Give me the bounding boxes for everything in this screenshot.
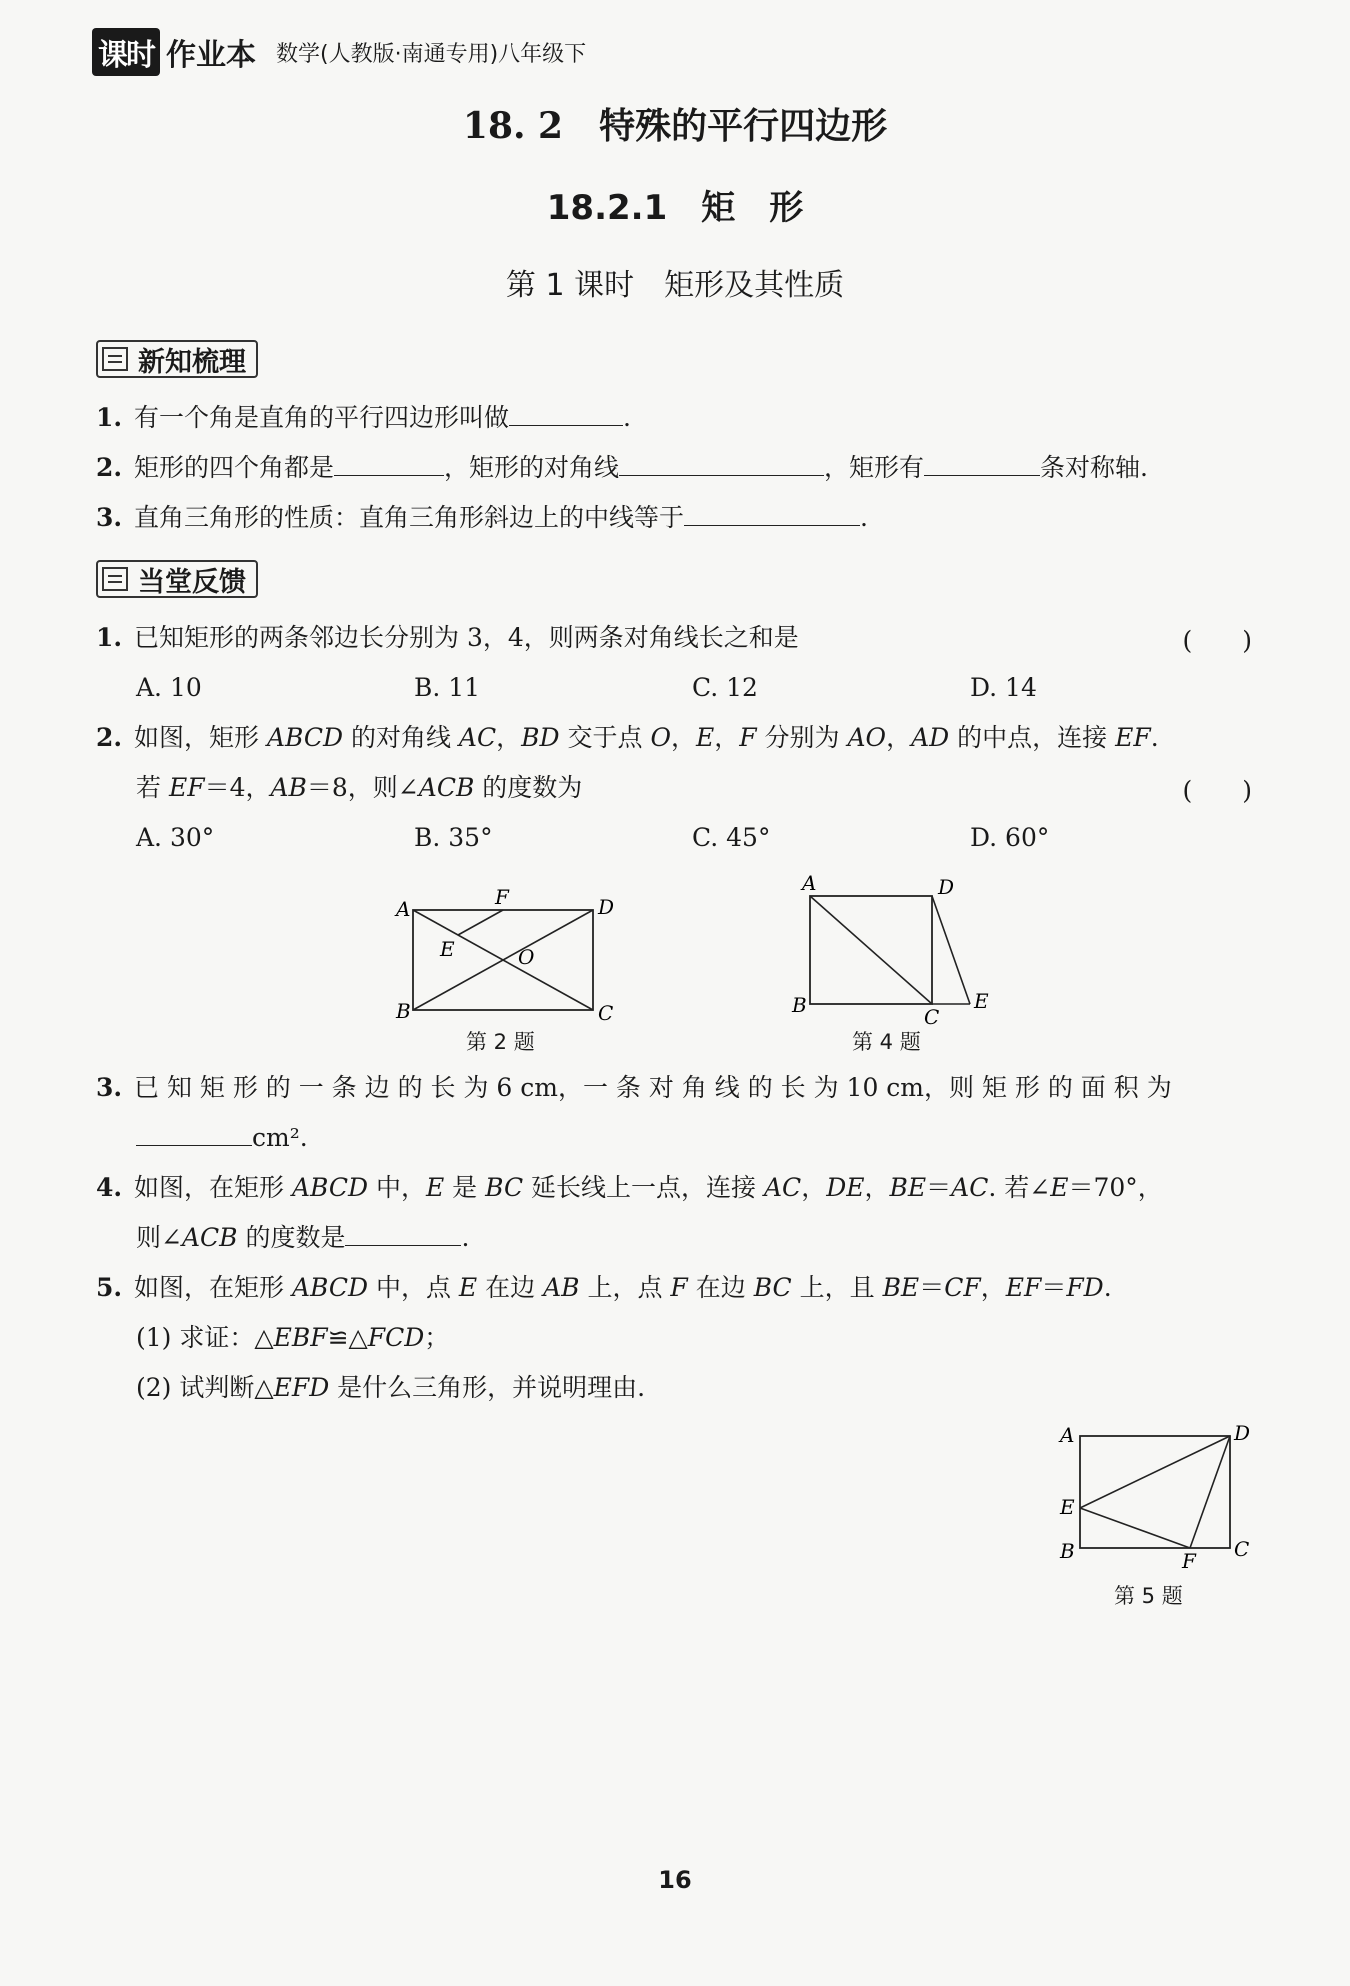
text: . <box>461 1223 470 1252</box>
section-heading-label: 当堂反馈 <box>138 566 246 598</box>
question-number: 3. <box>96 1073 123 1102</box>
text: 如图，矩形 <box>134 723 267 752</box>
label-c: C <box>598 1001 614 1025</box>
item-text: 直角三角形的性质：直角三角形斜边上的中线等于 <box>134 503 685 532</box>
question-text: 已 知 矩 形 的 一 条 边 的 长 为 6 cm，一 条 对 角 线 的 长 为 10 cm，则 矩 形 的 面 积 为 <box>134 1073 1172 1102</box>
text: ， <box>886 723 912 752</box>
text: 的度数是 <box>237 1223 346 1252</box>
text: ≌△ <box>327 1323 368 1352</box>
math: BE <box>889 1173 927 1202</box>
item-text: 矩形的四个角都是 <box>134 453 335 482</box>
question-2-line-2 <box>136 771 582 805</box>
text: 是什么三角形，并说明理由. <box>329 1373 646 1402</box>
unit-text: cm². <box>252 1123 308 1152</box>
text: ， <box>714 723 740 752</box>
text: ＝ <box>919 1273 945 1302</box>
text: ， <box>980 1273 1006 1302</box>
figure-2-caption: 第 2 题 <box>466 1030 535 1054</box>
text: 中， <box>368 1173 426 1202</box>
math: ABCD <box>291 1273 369 1302</box>
answer-blank[interactable] <box>924 453 1040 476</box>
text: 是 <box>444 1173 486 1202</box>
label-c: C <box>924 1005 940 1029</box>
option-d: D. 60° <box>970 823 1050 852</box>
label-b: B <box>1060 1539 1075 1563</box>
question-3-line-1 <box>96 1071 1172 1105</box>
text: (1) 求证：△ <box>136 1323 274 1352</box>
label-f: F <box>1182 1549 1196 1570</box>
text: ＝8，则∠ <box>306 773 419 802</box>
label-e: E <box>974 989 989 1013</box>
answer-blank[interactable] <box>136 1123 252 1146</box>
label-o: O <box>518 945 535 969</box>
math: E <box>695 723 715 752</box>
question-5-sub-2 <box>136 1371 645 1405</box>
question-number: 5. <box>96 1273 123 1302</box>
math: BC <box>485 1173 524 1202</box>
answer-blank[interactable] <box>345 1223 461 1246</box>
lesson-title: 第 1 课时 矩形及其性质 <box>505 268 845 303</box>
text: 在边 <box>687 1273 754 1302</box>
segment-de <box>932 896 970 1004</box>
label-a: A <box>802 872 817 895</box>
label-f: F <box>495 885 509 909</box>
text: ＝ <box>1041 1273 1067 1302</box>
pencil-note-icon <box>102 567 128 591</box>
question-number: 1. <box>96 623 123 652</box>
question-5-line-1 <box>96 1271 1112 1305</box>
item-number: 3. <box>96 503 123 532</box>
math: ABCD <box>266 723 344 752</box>
option-c: C. 12 <box>692 673 758 702</box>
text: 中，点 <box>368 1273 459 1302</box>
math: AC <box>951 1173 989 1202</box>
answer-blank[interactable] <box>509 403 623 426</box>
label-d: D <box>1234 1421 1251 1445</box>
text: . 若∠ <box>988 1173 1051 1202</box>
math: BD <box>521 723 560 752</box>
text: 若 <box>136 773 169 802</box>
label-a: A <box>1060 1423 1075 1447</box>
math: EF <box>1005 1273 1042 1302</box>
math: EF <box>168 773 205 802</box>
label-b: B <box>396 999 411 1023</box>
math: AB <box>543 1273 580 1302</box>
item-text: 条对称轴. <box>1040 453 1148 482</box>
logo-boxed-text: 课时 <box>92 28 160 76</box>
book-icon <box>102 347 128 371</box>
option-c: C. 45° <box>692 823 771 852</box>
text: 延长线上一点，连接 <box>523 1173 764 1202</box>
math: E <box>458 1273 478 1302</box>
segment-ef <box>458 910 503 935</box>
text: 如图，在矩形 <box>134 1173 292 1202</box>
text: (2) 试判断△ <box>136 1373 274 1402</box>
item-text: ，矩形的对角线 <box>444 453 620 482</box>
math: EBF <box>273 1323 328 1352</box>
book-header <box>92 30 586 74</box>
math: F <box>670 1273 688 1302</box>
knowledge-item-1 <box>96 401 631 435</box>
text: 交于点 <box>559 723 651 752</box>
question-2-line-1 <box>96 721 1159 755</box>
text: 如图，在矩形 <box>134 1273 292 1302</box>
page-number: 16 <box>658 1866 692 1894</box>
math: O <box>650 723 671 752</box>
option-a: A. 30° <box>136 823 215 852</box>
answer-paren[interactable]: ( ) <box>1182 776 1252 805</box>
text: ； <box>424 1323 450 1352</box>
option-a: A. 10 <box>136 673 202 702</box>
math: EFD <box>273 1373 330 1402</box>
text: 的中点，连接 <box>949 723 1116 752</box>
section-heading-new-knowledge <box>96 340 258 378</box>
label-e: E <box>440 937 455 961</box>
math: ACB <box>418 773 475 802</box>
subsection-title: 18.2.1 矩 形 <box>546 188 804 228</box>
math: DE <box>826 1173 865 1202</box>
option-d: D. 14 <box>970 673 1037 702</box>
math: E <box>425 1173 445 1202</box>
section-heading-feedback <box>96 560 258 598</box>
math: ACB <box>181 1223 238 1252</box>
label-c: C <box>1234 1537 1250 1561</box>
label-e: E <box>1060 1495 1075 1519</box>
question-1 <box>96 621 799 655</box>
text: ， <box>801 1173 827 1202</box>
label-d: D <box>598 895 615 919</box>
text: 分别为 <box>756 723 848 752</box>
knowledge-item-3 <box>96 501 868 535</box>
math: BC <box>753 1273 792 1302</box>
question-4-line-1 <box>96 1171 1163 1205</box>
knowledge-item-2 <box>96 451 1148 485</box>
math: AO <box>847 723 887 752</box>
option-b: B. 35° <box>414 823 493 852</box>
figure-5 <box>1050 1420 1270 1570</box>
math: AB <box>270 773 307 802</box>
item-text: . <box>623 403 631 432</box>
section-title: 18. 2 特殊的平行四边形 <box>462 105 888 147</box>
text: ＝ <box>926 1173 952 1202</box>
text: 上，点 <box>579 1273 671 1302</box>
subject-label: 数学(人教版·南通专用)八年级下 <box>276 41 587 67</box>
item-number: 1. <box>96 403 123 432</box>
math: BE <box>882 1273 920 1302</box>
question-4-line-2 <box>136 1221 469 1255</box>
math: FD <box>1066 1273 1104 1302</box>
math: FCD <box>367 1323 425 1352</box>
math: AC <box>764 1173 802 1202</box>
math: CF <box>944 1273 981 1302</box>
item-number: 2. <box>96 453 123 482</box>
answer-blank[interactable] <box>684 503 860 526</box>
math: AD <box>911 723 950 752</box>
item-text: 有一个角是直角的平行四边形叫做 <box>134 403 510 432</box>
text: 则∠ <box>136 1223 182 1252</box>
text: 的度数为 <box>474 773 583 802</box>
math: AC <box>458 723 497 752</box>
text: 在边 <box>477 1273 544 1302</box>
text: ， <box>670 723 696 752</box>
question-number: 4. <box>96 1173 123 1202</box>
text: 的对角线 <box>343 723 459 752</box>
label-b: B <box>792 993 807 1017</box>
text: ＝4， <box>204 773 271 802</box>
segment-ef <box>1080 1508 1190 1548</box>
question-text: 已知矩形的两条邻边长分别为 3，4，则两条对角线长之和是 <box>134 623 799 652</box>
text: ， <box>496 723 522 752</box>
answer-blank[interactable] <box>334 453 444 476</box>
figure-2 <box>380 880 630 1030</box>
segment-ac <box>810 896 932 1004</box>
text: . <box>1103 1273 1112 1302</box>
figure-5-caption: 第 5 题 <box>1114 1584 1183 1608</box>
logo-word: 作业本 <box>166 38 256 73</box>
label-a: A <box>396 897 411 921</box>
math: ABCD <box>291 1173 369 1202</box>
item-text: ，矩形有 <box>824 453 925 482</box>
answer-blank[interactable] <box>619 453 824 476</box>
answer-paren[interactable]: ( ) <box>1182 626 1252 655</box>
text: . <box>1150 723 1159 752</box>
figure-4 <box>782 872 1012 1032</box>
label-d: D <box>938 875 955 899</box>
text: ＝70°， <box>1068 1173 1163 1202</box>
item-text: . <box>860 503 868 532</box>
question-3-line-2 <box>136 1121 308 1155</box>
text: ， <box>864 1173 890 1202</box>
option-b: B. 11 <box>414 673 481 702</box>
math: EF <box>1115 723 1151 752</box>
figure-4-caption: 第 4 题 <box>852 1030 921 1054</box>
question-number: 2. <box>96 723 123 752</box>
question-5-sub-1 <box>136 1321 449 1355</box>
section-heading-label: 新知梳理 <box>138 346 246 378</box>
text: 上，且 <box>791 1273 883 1302</box>
math: F <box>739 723 757 752</box>
rectangle-abcd <box>1080 1436 1230 1548</box>
math: E <box>1050 1173 1069 1202</box>
